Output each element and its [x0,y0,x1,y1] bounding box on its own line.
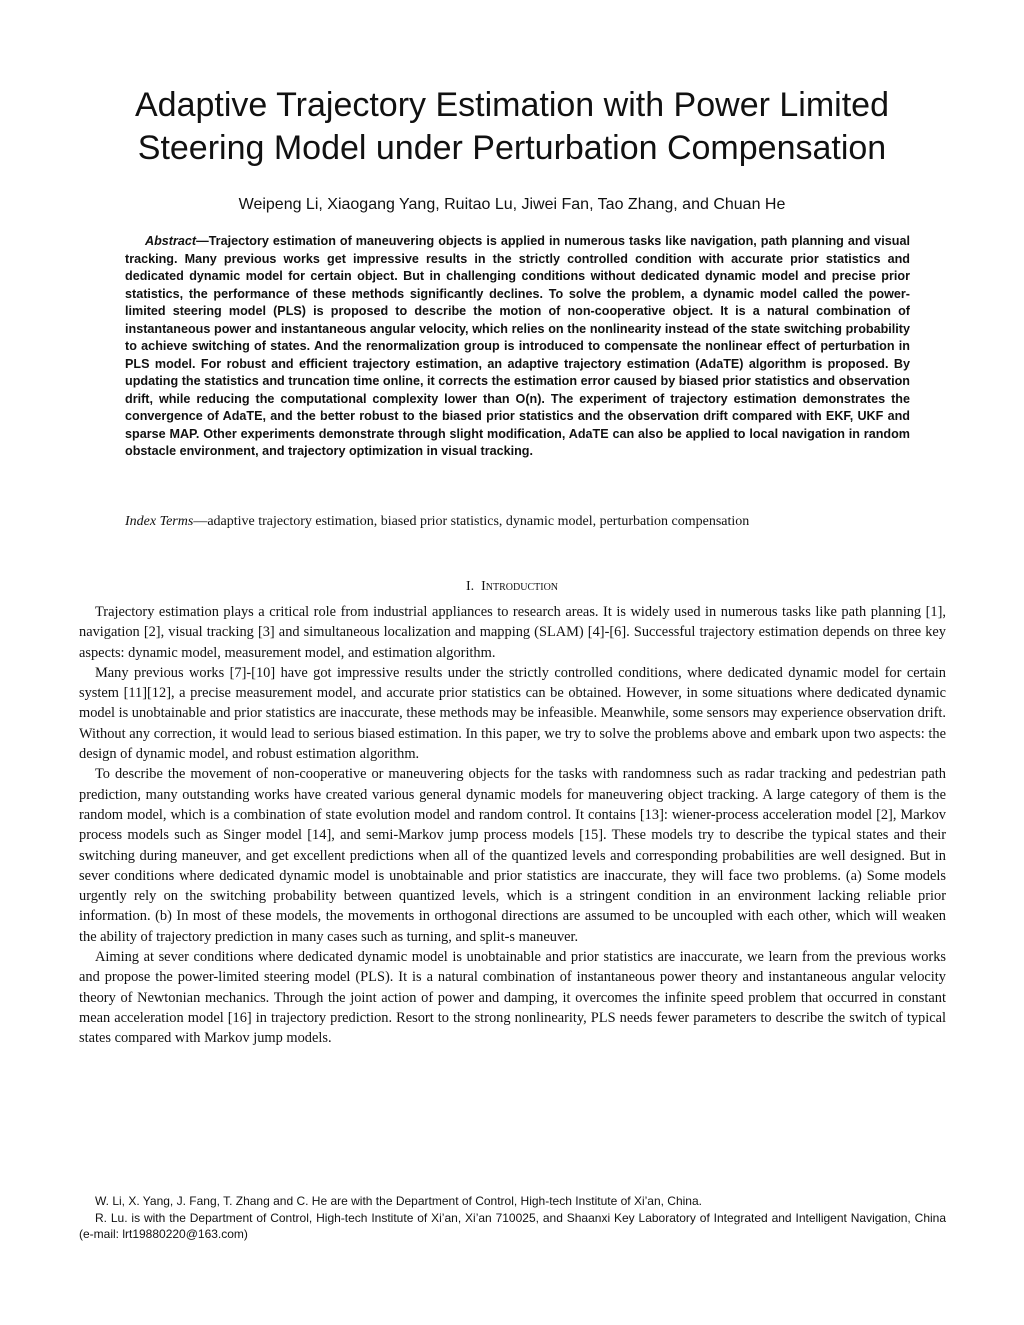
section-heading-introduction [60,577,964,597]
abstract-text: —Trajectory estimation of maneuvering objects is applied in numerous tasks like navigation, path planning and visual tracking. Many previous works get impressive results in the strictly controlled condition with accurate prior statistics and dedicated dynamic model for certain object. But in challenging conditions without dedicated dynamic model and precise prior statistics, the performance of these methods significantly declines. To solve the problem, a dynamic model called the power-limited steering model (PLS) is proposed to describe the motion of non-cooperative object. It is a natural combination of instantaneous power and instantaneous angular velocity, which relies on the nonlinearity instead of the state switching probability to achieve switching of states. And the renormalization group is introduced to compensate the nonlinear effect of perturbation in PLS model. For robust and efficient trajectory estimation, an adaptive trajectory estimation (AdaTE) algorithm is proposed. By updating the statistics and truncation time online, it corrects the estimation error caused by biased prior statistics and observation drift, while reducing the computational complexity lower than O(n). The experiment of trajectory estimation demonstrates the convergence of AdaTE, and the better robust to the biased prior statistics and the observation drift compared with EKF, UKF and sparse MAP. Other experiments demonstrate through slight modification, AdaTE can also be applied to local navigation in random obstacle environment, and trajectory optimization in visual tracking. [125,234,910,458]
footnote: R. Lu. is with the Department of Control, High-tech Institute of Xi’an, Xi’an 710025, and Shaanxi Key Laboratory of Integrated and Intelligent Navigation, China (e-mail: lrt19880220@163.com) [79,1210,946,1241]
abstract [125,233,910,461]
body-text [79,602,946,1049]
title-line-1: Adaptive Trajectory Estimation with Power Limited [135,86,889,124]
footnote: W. Li, X. Yang, J. Fang, T. Zhang and C. He are with the Department of Control, High-tech Institute of Xi’an, China. [95,1194,702,1208]
title-line-2: Steering Model under Perturbation Compensation [137,129,887,167]
author-list: Weipeng Li, Xiaogang Yang, Ruitao Lu, Jiwei Fan, Tao Zhang, and Chuan He [238,196,786,213]
index-terms-text: —adaptive trajectory estimation, biased prior statistics, dynamic model, perturbation compensation [193,514,750,529]
index-terms [125,512,925,532]
body-paragraph: Many previous works [7]-[10] have got impressive results under the strictly controlled conditions, where dedicated dynamic model for certain system [11][12], a precise measurement model, and accurate prior statistics can be obtained. However, in some situations where dedicated dynamic model is unobtainable and prior statistics are inaccurate, these methods may be infeasible. Meanwhile, some sensors may experience observation drift. Without any correction, it would lead to serious biased estimation. In this paper, we try to solve the problems above and embark upon two aspects: the design of dynamic model, and robust estimation algorithm. [79,664,946,763]
section-number: I. [465,579,475,594]
section-title: Introduction [481,579,559,594]
abstract-lead: Abstract [145,234,197,248]
footnotes [79,1193,946,1243]
body-paragraph: Aiming at sever conditions where dedicated dynamic model is unobtainable and prior statistics are inaccurate, we learn from the previous works and propose the power-limited steering model (PLS). It is a natural combination of instantaneous power theory and instantaneous angular velocity theory of Newtonian mechanics. Through the joint action of power and damping, it overcomes the infinite speed problem that occurred in constant mean acceleration model [16] in trajectory prediction. Resort to the strong nonlinearity, PLS needs fewer parameters to describe the switch of typical states compared with Markov jump models. [79,949,946,1047]
body-paragraph: Trajectory estimation plays a critical role from industrial appliances to research areas. It is widely used in numerous tasks like path planning [1], navigation [2], visual tracking [3] and simultaneous localization and mapping (SLAM) [4]-[6]. Successful trajectory estimation depends on three key aspects: dynamic model, measurement model, and estimation algorithm. [79,604,946,661]
body-paragraph: To describe the movement of non-cooperative or maneuvering objects for the tasks with randomness such as radar tracking and pedestrian path prediction, many outstanding works have created various general dynamic models for maneuvering object tracking. A large category of them is the random model, which is a combination of state evolution model and random control. It contains [13]: wiener-process acceleration model [2], Markov process models such as Singer model [14], and semi-Markov jump process models [15]. These models try to describe the typical states and their switching during maneuver, and get excellent predictions when all of the quantized levels and corresponding probabilities are well designed. But in sever conditions where dedicated dynamic model is unobtainable and prior statistics are inaccurate, they will face two problems. (a) Some models urgently rely on the switching probability between quantized levels, which is a stringent condition in an environment lacking reliable prior information. (b) In most of these models, the movements in orthogonal directions are assumed to be uncoupled with each other, which will weaken the ability of trajectory prediction in many cases such as turning, and split-s maneuver. [79,766,946,945]
paper-title [60,84,964,170]
index-terms-lead: Index Terms [125,514,194,529]
